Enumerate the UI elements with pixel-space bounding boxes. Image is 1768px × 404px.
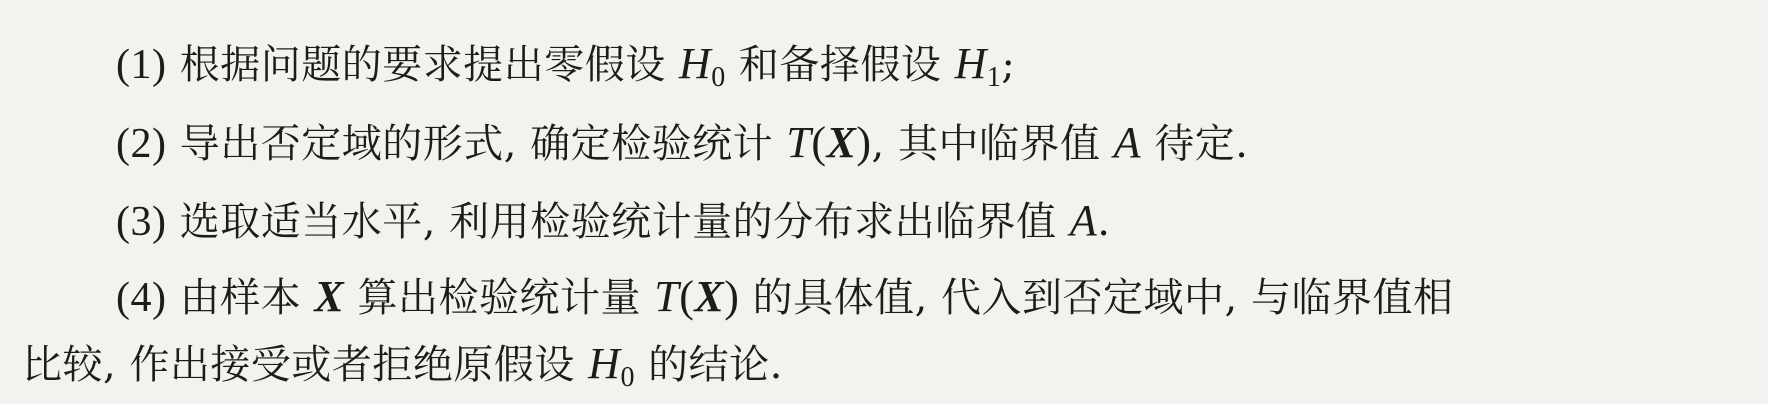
step-2	[116, 118, 1249, 169]
step-4-text-b: 算出检验统计量	[357, 275, 641, 321]
step-1-number: (1)	[116, 42, 167, 88]
alternative-hypothesis-symbol: $H_1$	[954, 39, 1002, 93]
step-2-number: (2)	[116, 121, 167, 167]
step-2-text-c: 待定.	[1154, 121, 1249, 167]
step-1	[116, 39, 1016, 93]
null-hypothesis-symbol: $H_0$	[588, 339, 635, 393]
step-4-text-e: 的结论.	[648, 342, 783, 388]
step-4-line-1	[116, 272, 1453, 323]
step-3-text-a: 选取适当水平, 利用检验统计量的分布求出临界值	[179, 199, 1057, 245]
step-3-text-b: .	[1097, 199, 1111, 245]
step-1-text-a: 根据问题的要求提出零假设	[179, 42, 666, 88]
step-1-text-c: ;	[1001, 42, 1016, 88]
step-2-text-a: 导出否定域的形式, 确定检验统计	[179, 121, 774, 167]
step-1-text-b: 和备择假设	[738, 42, 942, 88]
step-4-text-d: 比较, 作出接受或者拒绝原假设	[22, 342, 575, 388]
step-3-number: (3)	[116, 199, 167, 245]
test-statistic-symbol: T(X)	[654, 272, 740, 321]
step-4-number: (4)	[116, 275, 167, 321]
step-2-text-b: , 其中临界值	[871, 121, 1101, 167]
step-3	[116, 196, 1110, 247]
step-4-text-c: 的具体值, 代入到否定域中, 与临界值相	[752, 275, 1454, 321]
critical-value-symbol: A	[1113, 118, 1142, 167]
step-4-text-a: 由样本	[179, 275, 302, 321]
sample-symbol: X	[314, 272, 345, 321]
null-hypothesis-symbol: $H_0$	[678, 39, 726, 93]
critical-value-symbol: A	[1069, 196, 1098, 245]
test-statistic-symbol: T(X)	[786, 118, 872, 167]
step-4-line-2	[22, 339, 783, 393]
